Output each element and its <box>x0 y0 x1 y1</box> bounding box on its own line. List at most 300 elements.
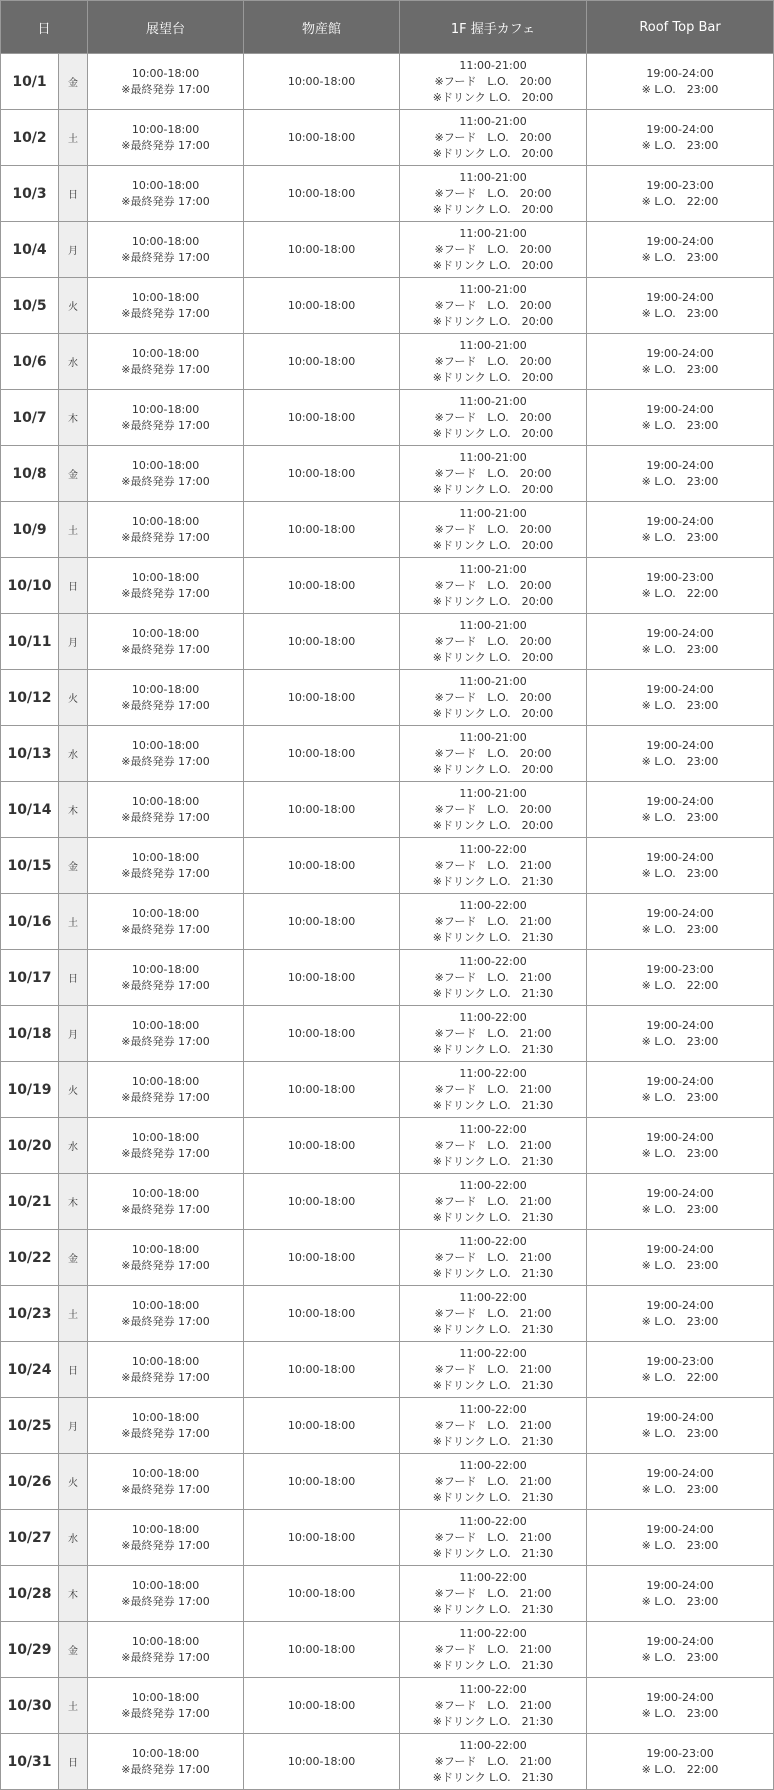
bussankan-hours: 10:00-18:00 <box>244 614 400 670</box>
observatory-hours <box>88 1006 244 1062</box>
observatory-hours-line: ※最終発券 17:00 <box>121 866 210 880</box>
cafe-hours-line: ※ドリンク L.O. 20:00 <box>432 258 554 272</box>
header-bussankan: 物産館 <box>244 1 400 54</box>
observatory-hours <box>88 614 244 670</box>
table-row <box>1 838 774 894</box>
cafe-hours-line: ※フード L.O. 20:00 <box>434 186 552 200</box>
cafe-hours-line: ※ドリンク L.O. 20:00 <box>432 482 554 496</box>
cafe-hours-line: ※フード L.O. 20:00 <box>434 466 552 480</box>
observatory-hours-line: 10:00-18:00 <box>131 682 200 696</box>
observatory-hours-line: ※最終発券 17:00 <box>121 1258 210 1272</box>
cafe-hours <box>400 446 587 502</box>
cafe-hours-line: ※ドリンク L.O. 20:00 <box>432 818 554 832</box>
bar-hours-line: 19:00-24:00 <box>646 1074 714 1088</box>
observatory-hours <box>88 558 244 614</box>
table-row <box>1 782 774 838</box>
weekday-cell: 土 <box>59 1286 88 1342</box>
observatory-hours-line: 10:00-18:00 <box>131 1578 200 1592</box>
cafe-hours-line: ※フード L.O. 21:00 <box>434 1754 552 1768</box>
date-cell: 10/21 <box>1 1174 59 1230</box>
cafe-hours-line: ※フード L.O. 21:00 <box>434 1138 552 1152</box>
cafe-hours-line: ※ドリンク L.O. 20:00 <box>432 426 554 440</box>
bar-hours-line: ※ L.O. 23:00 <box>641 1034 719 1048</box>
observatory-hours-line: 10:00-18:00 <box>131 514 200 528</box>
cafe-hours-line: ※ドリンク L.O. 21:30 <box>432 1210 554 1224</box>
bar-hours <box>587 950 774 1006</box>
observatory-hours-line: ※最終発券 17:00 <box>121 250 210 264</box>
bussankan-hours: 10:00-18:00 <box>244 1286 400 1342</box>
bar-hours-line: 19:00-24:00 <box>646 514 714 528</box>
table-row <box>1 1454 774 1510</box>
weekday-cell: 月 <box>59 222 88 278</box>
cafe-hours-line: 11:00-21:00 <box>459 506 527 520</box>
observatory-hours-line: ※最終発券 17:00 <box>121 362 210 376</box>
bar-hours-line: ※ L.O. 23:00 <box>641 866 719 880</box>
observatory-hours <box>88 1398 244 1454</box>
bar-hours <box>587 1118 774 1174</box>
table-row <box>1 1510 774 1566</box>
date-cell: 10/29 <box>1 1622 59 1678</box>
cafe-hours-line: 11:00-22:00 <box>459 1682 527 1696</box>
cafe-hours-line: ※フード L.O. 21:00 <box>434 1698 552 1712</box>
bussankan-hours: 10:00-18:00 <box>244 1510 400 1566</box>
observatory-hours <box>88 782 244 838</box>
bar-hours-line: ※ L.O. 23:00 <box>641 138 719 152</box>
bussankan-hours: 10:00-18:00 <box>244 950 400 1006</box>
cafe-hours-line: 11:00-22:00 <box>459 954 527 968</box>
cafe-hours-line: 11:00-21:00 <box>459 114 527 128</box>
cafe-hours-line: 11:00-22:00 <box>459 898 527 912</box>
observatory-hours-line: 10:00-18:00 <box>131 1298 200 1312</box>
bar-hours-line: ※ L.O. 23:00 <box>641 754 719 768</box>
observatory-hours <box>88 1678 244 1734</box>
observatory-hours-line: ※最終発券 17:00 <box>121 1090 210 1104</box>
date-cell: 10/24 <box>1 1342 59 1398</box>
observatory-hours-line: ※最終発券 17:00 <box>121 418 210 432</box>
bar-hours <box>587 670 774 726</box>
observatory-hours-line: 10:00-18:00 <box>131 1354 200 1368</box>
weekday-cell: 金 <box>59 1230 88 1286</box>
cafe-hours-line: 11:00-21:00 <box>459 786 527 800</box>
cafe-hours-line: ※ドリンク L.O. 21:30 <box>432 1490 554 1504</box>
observatory-hours <box>88 166 244 222</box>
bar-hours-line: ※ L.O. 22:00 <box>641 978 719 992</box>
date-cell: 10/25 <box>1 1398 59 1454</box>
table-row <box>1 166 774 222</box>
cafe-hours <box>400 502 587 558</box>
observatory-hours-line: 10:00-18:00 <box>131 1186 200 1200</box>
cafe-hours-line: 11:00-22:00 <box>459 1738 527 1752</box>
observatory-hours-line: ※最終発券 17:00 <box>121 1034 210 1048</box>
bar-hours-line: 19:00-24:00 <box>646 1634 714 1648</box>
cafe-hours-line: 11:00-21:00 <box>459 450 527 464</box>
observatory-hours-line: 10:00-18:00 <box>131 458 200 472</box>
bar-hours <box>587 838 774 894</box>
bussankan-hours: 10:00-18:00 <box>244 1678 400 1734</box>
cafe-hours <box>400 334 587 390</box>
date-cell: 10/13 <box>1 726 59 782</box>
table-row <box>1 1678 774 1734</box>
table-row <box>1 1118 774 1174</box>
weekday-cell: 月 <box>59 1398 88 1454</box>
observatory-hours-line: ※最終発券 17:00 <box>121 1146 210 1160</box>
date-cell: 10/22 <box>1 1230 59 1286</box>
table-row <box>1 334 774 390</box>
table-row <box>1 558 774 614</box>
bar-hours <box>587 278 774 334</box>
bar-hours-line: ※ L.O. 23:00 <box>641 250 719 264</box>
cafe-hours-line: ※ドリンク L.O. 21:30 <box>432 1714 554 1728</box>
bar-hours <box>587 334 774 390</box>
bussankan-hours: 10:00-18:00 <box>244 670 400 726</box>
observatory-hours-line: 10:00-18:00 <box>131 738 200 752</box>
date-cell: 10/8 <box>1 446 59 502</box>
observatory-hours-line: 10:00-18:00 <box>131 1410 200 1424</box>
observatory-hours-line: ※最終発券 17:00 <box>121 1370 210 1384</box>
cafe-hours-line: 11:00-22:00 <box>459 842 527 856</box>
bar-hours <box>587 558 774 614</box>
cafe-hours <box>400 782 587 838</box>
cafe-hours-line: 11:00-22:00 <box>459 1626 527 1640</box>
weekday-cell: 日 <box>59 950 88 1006</box>
cafe-hours <box>400 558 587 614</box>
bussankan-hours: 10:00-18:00 <box>244 1062 400 1118</box>
bussankan-hours: 10:00-18:00 <box>244 446 400 502</box>
bussankan-hours: 10:00-18:00 <box>244 1398 400 1454</box>
table-row <box>1 1566 774 1622</box>
observatory-hours-line: ※最終発券 17:00 <box>121 1538 210 1552</box>
weekday-cell: 土 <box>59 110 88 166</box>
date-cell: 10/11 <box>1 614 59 670</box>
bussankan-hours: 10:00-18:00 <box>244 726 400 782</box>
weekday-cell: 木 <box>59 1566 88 1622</box>
weekday-cell: 木 <box>59 390 88 446</box>
bar-hours <box>587 1342 774 1398</box>
table-row <box>1 1342 774 1398</box>
observatory-hours-line: 10:00-18:00 <box>131 1522 200 1536</box>
observatory-hours-line: ※最終発券 17:00 <box>121 194 210 208</box>
table-row <box>1 1006 774 1062</box>
bar-hours-line: 19:00-23:00 <box>646 962 714 976</box>
bar-hours-line: 19:00-24:00 <box>646 66 714 80</box>
header-date: 日 <box>1 1 88 54</box>
date-cell: 10/9 <box>1 502 59 558</box>
weekday-cell: 火 <box>59 1454 88 1510</box>
bussankan-hours: 10:00-18:00 <box>244 1174 400 1230</box>
bar-hours-line: ※ L.O. 23:00 <box>641 1538 719 1552</box>
weekday-cell: 土 <box>59 894 88 950</box>
bar-hours <box>587 1398 774 1454</box>
table-row <box>1 950 774 1006</box>
bar-hours <box>587 502 774 558</box>
observatory-hours-line: ※最終発券 17:00 <box>121 1482 210 1496</box>
cafe-hours-line: ※フード L.O. 21:00 <box>434 1194 552 1208</box>
bar-hours <box>587 166 774 222</box>
header-observatory: 展望台 <box>88 1 244 54</box>
bar-hours-line: ※ L.O. 23:00 <box>641 1426 719 1440</box>
table-row <box>1 1174 774 1230</box>
observatory-hours <box>88 390 244 446</box>
weekday-cell: 土 <box>59 502 88 558</box>
bar-hours-line: ※ L.O. 23:00 <box>641 474 719 488</box>
bar-hours <box>587 1510 774 1566</box>
table-row <box>1 1230 774 1286</box>
weekday-cell: 日 <box>59 166 88 222</box>
table-row <box>1 1622 774 1678</box>
bar-hours-line: ※ L.O. 23:00 <box>641 82 719 96</box>
cafe-hours-line: ※ドリンク L.O. 21:30 <box>432 1322 554 1336</box>
date-cell: 10/15 <box>1 838 59 894</box>
observatory-hours-line: 10:00-18:00 <box>131 1018 200 1032</box>
table-row <box>1 278 774 334</box>
observatory-hours-line: 10:00-18:00 <box>131 122 200 136</box>
observatory-hours <box>88 54 244 110</box>
table-row <box>1 110 774 166</box>
cafe-hours-line: 11:00-21:00 <box>459 338 527 352</box>
bar-hours-line: 19:00-24:00 <box>646 402 714 416</box>
observatory-hours-line: 10:00-18:00 <box>131 1242 200 1256</box>
observatory-hours <box>88 446 244 502</box>
cafe-hours-line: ※フード L.O. 21:00 <box>434 1026 552 1040</box>
observatory-hours <box>88 278 244 334</box>
cafe-hours-line: ※ドリンク L.O. 20:00 <box>432 762 554 776</box>
cafe-hours-line: ※ドリンク L.O. 21:30 <box>432 1546 554 1560</box>
weekday-cell: 水 <box>59 1118 88 1174</box>
bussankan-hours: 10:00-18:00 <box>244 1230 400 1286</box>
observatory-hours <box>88 1118 244 1174</box>
weekday-cell: 金 <box>59 838 88 894</box>
bar-hours-line: 19:00-24:00 <box>646 738 714 752</box>
bussankan-hours: 10:00-18:00 <box>244 278 400 334</box>
bar-hours-line: ※ L.O. 23:00 <box>641 810 719 824</box>
bar-hours-line: ※ L.O. 23:00 <box>641 362 719 376</box>
cafe-hours-line: ※ドリンク L.O. 20:00 <box>432 706 554 720</box>
cafe-hours-line: 11:00-22:00 <box>459 1122 527 1136</box>
observatory-hours <box>88 838 244 894</box>
cafe-hours-line: ※フード L.O. 20:00 <box>434 130 552 144</box>
cafe-hours-line: 11:00-22:00 <box>459 1290 527 1304</box>
cafe-hours <box>400 1062 587 1118</box>
observatory-hours-line: 10:00-18:00 <box>131 962 200 976</box>
cafe-hours <box>400 1678 587 1734</box>
table-row <box>1 1398 774 1454</box>
observatory-hours <box>88 1286 244 1342</box>
observatory-hours-line: ※最終発券 17:00 <box>121 530 210 544</box>
bussankan-hours: 10:00-18:00 <box>244 390 400 446</box>
cafe-hours-line: ※ドリンク L.O. 21:30 <box>432 1602 554 1616</box>
bar-hours-line: 19:00-23:00 <box>646 570 714 584</box>
table-row <box>1 894 774 950</box>
observatory-hours <box>88 1454 244 1510</box>
weekday-cell: 金 <box>59 54 88 110</box>
cafe-hours-line: ※フード L.O. 20:00 <box>434 354 552 368</box>
observatory-hours <box>88 1622 244 1678</box>
cafe-hours <box>400 222 587 278</box>
cafe-hours-line: ※フード L.O. 20:00 <box>434 522 552 536</box>
table-row <box>1 670 774 726</box>
date-cell: 10/20 <box>1 1118 59 1174</box>
date-cell: 10/1 <box>1 54 59 110</box>
cafe-hours-line: ※ドリンク L.O. 20:00 <box>432 370 554 384</box>
cafe-hours-line: ※フード L.O. 20:00 <box>434 634 552 648</box>
bussankan-hours: 10:00-18:00 <box>244 782 400 838</box>
observatory-hours-line: 10:00-18:00 <box>131 1466 200 1480</box>
bar-hours-line: ※ L.O. 23:00 <box>641 1258 719 1272</box>
bar-hours-line: ※ L.O. 23:00 <box>641 922 719 936</box>
bussankan-hours: 10:00-18:00 <box>244 222 400 278</box>
cafe-hours <box>400 614 587 670</box>
header-rooftop-bar: Roof Top Bar <box>587 1 774 54</box>
date-cell: 10/12 <box>1 670 59 726</box>
cafe-hours-line: ※フード L.O. 21:00 <box>434 858 552 872</box>
bussankan-hours: 10:00-18:00 <box>244 894 400 950</box>
weekday-cell: 金 <box>59 446 88 502</box>
bar-hours-line: ※ L.O. 22:00 <box>641 586 719 600</box>
cafe-hours-line: ※フード L.O. 20:00 <box>434 578 552 592</box>
bar-hours-line: 19:00-24:00 <box>646 122 714 136</box>
cafe-hours-line: ※ドリンク L.O. 20:00 <box>432 314 554 328</box>
observatory-hours-line: 10:00-18:00 <box>131 1690 200 1704</box>
cafe-hours <box>400 54 587 110</box>
cafe-hours-line: ※フード L.O. 21:00 <box>434 1250 552 1264</box>
weekday-cell: 火 <box>59 1062 88 1118</box>
weekday-cell: 月 <box>59 1006 88 1062</box>
bar-hours <box>587 1286 774 1342</box>
observatory-hours-line: 10:00-18:00 <box>131 1634 200 1648</box>
bar-hours-line: 19:00-24:00 <box>646 1578 714 1592</box>
cafe-hours-line: ※フード L.O. 21:00 <box>434 1642 552 1656</box>
bar-hours-line: ※ L.O. 23:00 <box>641 1314 719 1328</box>
observatory-hours-line: ※最終発券 17:00 <box>121 922 210 936</box>
header-cafe: 1F 握手カフェ <box>400 1 587 54</box>
bar-hours-line: ※ L.O. 23:00 <box>641 1090 719 1104</box>
date-cell: 10/10 <box>1 558 59 614</box>
observatory-hours-line: ※最終発券 17:00 <box>121 698 210 712</box>
bussankan-hours: 10:00-18:00 <box>244 1454 400 1510</box>
bar-hours-line: 19:00-24:00 <box>646 1018 714 1032</box>
observatory-hours-line: 10:00-18:00 <box>131 346 200 360</box>
cafe-hours-line: ※ドリンク L.O. 21:30 <box>432 1098 554 1112</box>
cafe-hours-line: 11:00-22:00 <box>459 1570 527 1584</box>
cafe-hours-line: ※ドリンク L.O. 21:30 <box>432 874 554 888</box>
date-cell: 10/27 <box>1 1510 59 1566</box>
weekday-cell: 火 <box>59 278 88 334</box>
date-cell: 10/31 <box>1 1734 59 1790</box>
observatory-hours-line: ※最終発券 17:00 <box>121 1314 210 1328</box>
table-row <box>1 446 774 502</box>
bar-hours-line: ※ L.O. 23:00 <box>641 642 719 656</box>
bar-hours <box>587 1174 774 1230</box>
bar-hours <box>587 390 774 446</box>
bussankan-hours: 10:00-18:00 <box>244 838 400 894</box>
cafe-hours <box>400 1734 587 1790</box>
bar-hours <box>587 1062 774 1118</box>
observatory-hours-line: ※最終発券 17:00 <box>121 306 210 320</box>
weekday-cell: 日 <box>59 558 88 614</box>
date-cell: 10/6 <box>1 334 59 390</box>
bussankan-hours: 10:00-18:00 <box>244 1566 400 1622</box>
bussankan-hours: 10:00-18:00 <box>244 1342 400 1398</box>
table-row <box>1 222 774 278</box>
cafe-hours-line: 11:00-22:00 <box>459 1402 527 1416</box>
observatory-hours-line: 10:00-18:00 <box>131 66 200 80</box>
observatory-hours <box>88 670 244 726</box>
cafe-hours-line: ※フード L.O. 21:00 <box>434 1306 552 1320</box>
weekday-cell: 月 <box>59 614 88 670</box>
observatory-hours-line: 10:00-18:00 <box>131 570 200 584</box>
observatory-hours <box>88 110 244 166</box>
weekday-cell: 火 <box>59 670 88 726</box>
date-cell: 10/7 <box>1 390 59 446</box>
cafe-hours-line: ※フード L.O. 21:00 <box>434 1418 552 1432</box>
observatory-hours-line: ※最終発券 17:00 <box>121 1650 210 1664</box>
cafe-hours-line: 11:00-21:00 <box>459 730 527 744</box>
bussankan-hours: 10:00-18:00 <box>244 558 400 614</box>
cafe-hours-line: ※ドリンク L.O. 20:00 <box>432 650 554 664</box>
observatory-hours-line: ※最終発券 17:00 <box>121 754 210 768</box>
bar-hours-line: 19:00-24:00 <box>646 458 714 472</box>
observatory-hours-line: ※最終発券 17:00 <box>121 1594 210 1608</box>
bar-hours <box>587 894 774 950</box>
bar-hours-line: 19:00-24:00 <box>646 794 714 808</box>
cafe-hours-line: 11:00-21:00 <box>459 562 527 576</box>
bussankan-hours: 10:00-18:00 <box>244 1118 400 1174</box>
bar-hours-line: 19:00-24:00 <box>646 234 714 248</box>
date-cell: 10/14 <box>1 782 59 838</box>
cafe-hours-line: 11:00-22:00 <box>459 1514 527 1528</box>
bar-hours <box>587 1678 774 1734</box>
observatory-hours <box>88 1342 244 1398</box>
table-row <box>1 726 774 782</box>
cafe-hours-line: ※ドリンク L.O. 20:00 <box>432 538 554 552</box>
observatory-hours <box>88 334 244 390</box>
cafe-hours <box>400 278 587 334</box>
weekday-cell: 土 <box>59 1678 88 1734</box>
table-row <box>1 1734 774 1790</box>
observatory-hours <box>88 1734 244 1790</box>
cafe-hours-line: 11:00-21:00 <box>459 282 527 296</box>
bar-hours-line: 19:00-23:00 <box>646 178 714 192</box>
observatory-hours <box>88 222 244 278</box>
cafe-hours-line: ※ドリンク L.O. 20:00 <box>432 594 554 608</box>
bar-hours <box>587 1230 774 1286</box>
bar-hours-line: ※ L.O. 23:00 <box>641 1202 719 1216</box>
weekday-cell: 水 <box>59 334 88 390</box>
bar-hours-line: 19:00-24:00 <box>646 1186 714 1200</box>
cafe-hours-line: ※フード L.O. 21:00 <box>434 1586 552 1600</box>
date-cell: 10/30 <box>1 1678 59 1734</box>
observatory-hours-line: 10:00-18:00 <box>131 234 200 248</box>
cafe-hours-line: ※ドリンク L.O. 20:00 <box>432 202 554 216</box>
cafe-hours-line: ※フード L.O. 21:00 <box>434 970 552 984</box>
bar-hours-line: 19:00-23:00 <box>646 1354 714 1368</box>
bar-hours-line: 19:00-24:00 <box>646 1410 714 1424</box>
cafe-hours-line: 11:00-21:00 <box>459 618 527 632</box>
observatory-hours-line: 10:00-18:00 <box>131 1746 200 1760</box>
observatory-hours-line: ※最終発券 17:00 <box>121 138 210 152</box>
bussankan-hours: 10:00-18:00 <box>244 1622 400 1678</box>
bussankan-hours: 10:00-18:00 <box>244 502 400 558</box>
bussankan-hours: 10:00-18:00 <box>244 166 400 222</box>
cafe-hours <box>400 1566 587 1622</box>
bussankan-hours: 10:00-18:00 <box>244 54 400 110</box>
bussankan-hours: 10:00-18:00 <box>244 110 400 166</box>
observatory-hours-line: ※最終発券 17:00 <box>121 642 210 656</box>
cafe-hours-line: ※フード L.O. 20:00 <box>434 298 552 312</box>
cafe-hours-line: 11:00-21:00 <box>459 226 527 240</box>
cafe-hours-line: ※フード L.O. 20:00 <box>434 746 552 760</box>
date-cell: 10/2 <box>1 110 59 166</box>
